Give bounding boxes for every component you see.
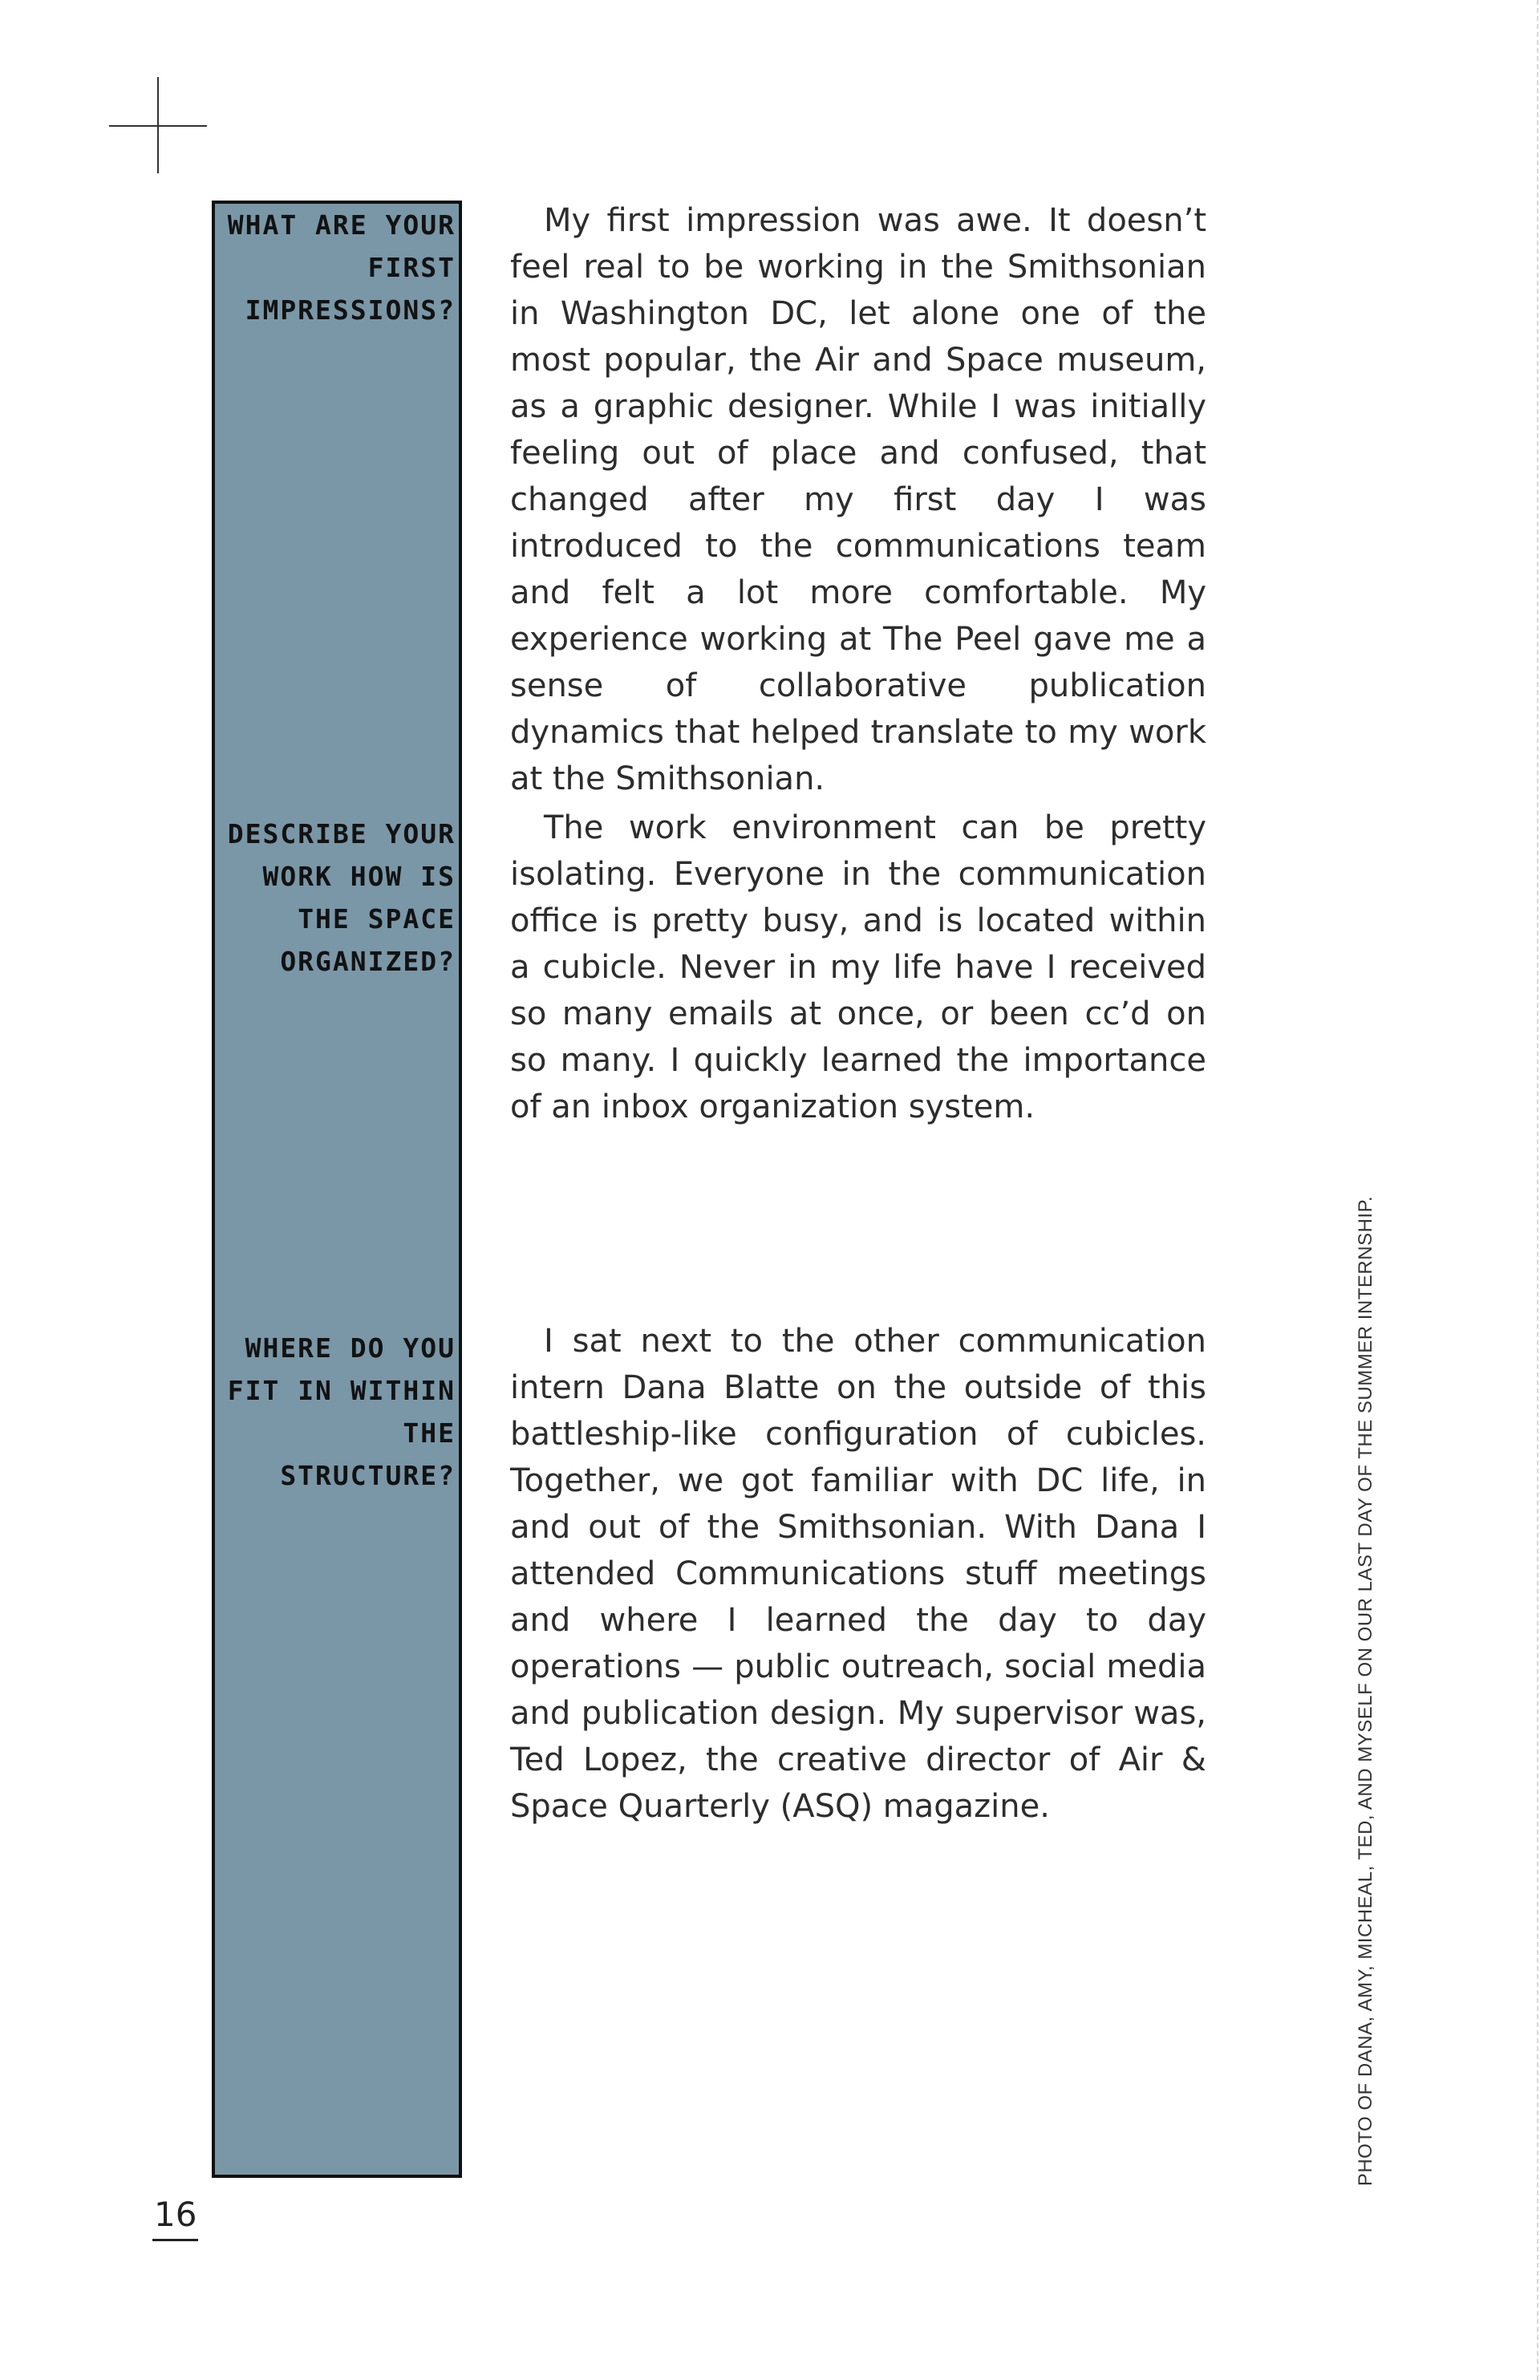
question-sidebar (212, 201, 462, 2178)
question-describe-work: DESCRIBE YOUR WORK HOW IS THE SPACE ORGANIZED? (227, 818, 456, 977)
crop-mark-vertical (157, 77, 159, 173)
answer-describe-work: The work environment can be pretty isolating. Everyone in the communication office is pretty busy, and is located within a cubicle. Never in my life have I received so many emails at once, or been cc’d on so many. I quickly learned the importance of an inbox organization system. (510, 809, 1206, 1125)
answer-first-impressions: My first impression was awe. It doesn’t feel real to be working in the Smithsonian in Washington DC, let alone one of the most popular, the Air and Space museum, as a graphic designer. While I was initially feeling out of place and confused, that changed after my first day I was introduced to the communications team and felt a lot more comfortable. My experience working at The Peel gave me a sense of collaborative publication dynamics that helped translate to my work at the Smithsonian. (510, 202, 1206, 797)
photo-caption: PHOTO OF DANA, AMY, MICHEAL, TED, AND MYSELF ON OUR LAST DAY OF THE SUMMER INTERNSHIP. (1355, 1195, 1376, 2187)
answer-fit-in-structure: I sat next to the other communication intern Dana Blatte on the outside of this battleship-like configuration of cubicles. Together, we got familiar with DC life, in and out of the Smithsonian. With Dana I attended Communications stuff meetings and where I learned the day to day operations — public outreach, social media and publication design. My supervisor was, Ted Lopez, the creative director of Air & Space Quarterly (ASQ) magazine. (510, 1323, 1206, 1825)
question-fit-in-structure: WHERE DO YOU FIT IN WITHIN THE STRUCTURE? (227, 1332, 456, 1491)
page-edge-guide (1537, 0, 1538, 2380)
question-first-impressions: WHAT ARE YOUR FIRST IMPRESSIONS? (227, 209, 456, 326)
photo-caption-container (1344, 1194, 1388, 2188)
page-number: 16 (152, 2194, 198, 2241)
